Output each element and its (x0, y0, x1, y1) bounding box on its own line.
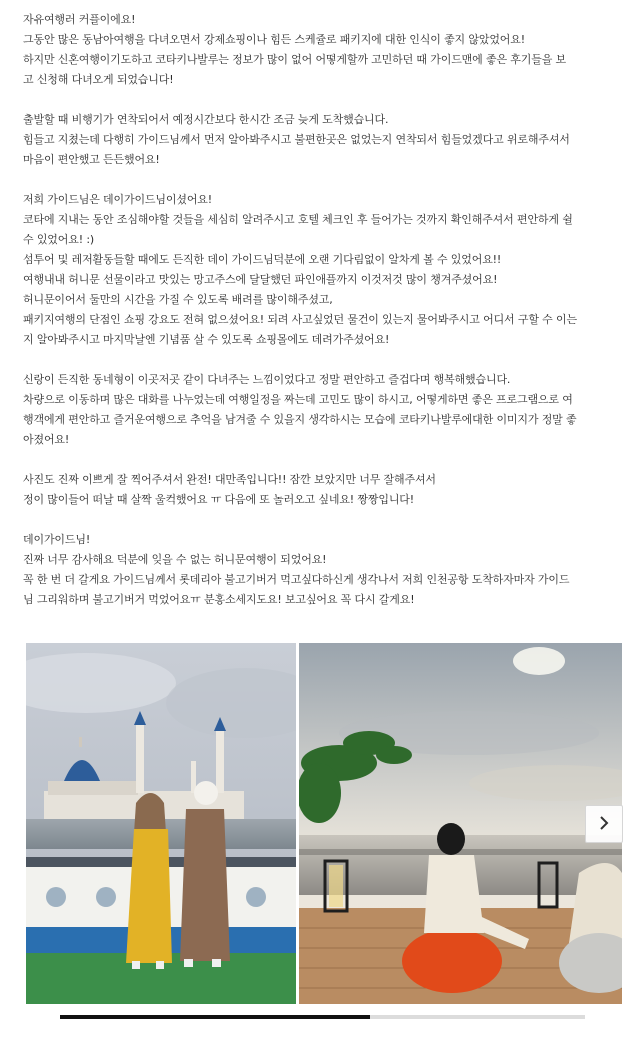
review-line: 차량으로 이동하며 많은 대화를 나누었는데 여행일정을 짜는데 고민도 많이 하시고, 어떻게하면 좋은 프로그램으로 여 (23, 393, 573, 406)
review-line: 신랑이 든직한 동네형이 이곳저곳 같이 다녀주는 느낌이었다고 정말 편안하고 즐겁다며 행복해했습니다. (23, 373, 511, 386)
review-line: 그동안 많은 동남아여행을 다녀오면서 강제쇼핑이나 힘든 스케쥴로 패키지에 대한 인식이 좋지 않았었어요! (23, 33, 526, 46)
review-line: 출발할 때 비행기가 연착되어서 예정시간보다 한시간 조금 늦게 도착했습니다. (23, 113, 389, 126)
review-paragraph (23, 10, 628, 90)
photo-beach-couple[interactable] (299, 643, 622, 1004)
review-line: 자유여행러 커플이에요! (23, 13, 136, 26)
review-paragraph (23, 530, 628, 610)
review-line: 저희 가이드님은 데이가이드님이셨어요! (23, 193, 213, 206)
review-line: 진짜 너무 감사해요 덕분에 잊을 수 없는 허니문여행이 되었어요! (23, 553, 327, 566)
review-line: 하지만 신혼여행이기도하고 코타키나발루는 정보가 많이 없어 어떻게할까 고민하던 때 가이드맨에 좋은 후기들을 보 (23, 53, 567, 66)
review-line: 지 알아봐주시고 마지막날엔 기념품 살 수 있도록 쇼핑몰에도 데려가주셨어요! (23, 333, 390, 346)
review-line: 사진도 진짜 이쁘게 잘 찍어주셔서 완전! 대만족입니다!! 잠깐 보았지만 너무 잘해주셔서 (23, 473, 436, 486)
photo-mosque-couple[interactable] (26, 643, 296, 1004)
review-line: 여행내내 허니문 선물이라고 맛있는 망고주스에 달달했던 파인애플까지 이것저것 많이 챙겨주셨어요! (23, 273, 498, 286)
review-line: 마음이 편안했고 든든했어요! (23, 153, 160, 166)
review-line: 패키지여행의 단점인 쇼핑 강요도 전혀 없으셨어요! 되려 사고싶었던 물건이 있는지 물어봐주시고 어디서 구할 수 이는 (23, 313, 577, 326)
review-line: 허니문이어서 둘만의 시간을 가질 수 있도록 배려를 많이해주셨고, (23, 293, 333, 306)
review-paragraph (23, 110, 628, 170)
review-line: 꼭 한 번 더 갈게요 가이드님께서 롯데리아 불고기버거 먹고싶다하신게 생각나서 저희 인천공항 도착하자마자 가이드 (23, 573, 570, 586)
review-line: 아졌어요! (23, 433, 70, 446)
photo-gallery[interactable] (26, 643, 622, 1004)
review-paragraph (23, 190, 628, 350)
review-line: 데이가이드님! (23, 533, 91, 546)
review-line: 정이 많이들어 떠날 때 살짝 울컥했어요 ㅠ 다음에 또 놀러오고 싶네요! 짱짱입니다! (23, 493, 415, 506)
chevron-right-icon (598, 815, 610, 834)
review-line: 힘들고 지쳤는데 다행히 가이드님께서 먼저 알아봐주시고 불편한곳은 없었는지 연착되서 힘들었겠다고 위로해주셔서 (23, 133, 570, 146)
review-line: 코타에 지내는 동안 조심해야할 것들을 세심히 알려주시고 호텔 체크인 후 들어가는 것까지 확인해주셔서 편안하게 쉴 (23, 213, 573, 226)
review-paragraph (23, 370, 628, 450)
review-line: 섬투어 및 레저활동들할 때에도 든직한 데이 가이드님덕분에 오랜 기다림없이 알차게 볼 수 있었어요!! (23, 253, 502, 266)
review-paragraph (23, 470, 628, 510)
gallery-next-button[interactable] (585, 805, 623, 843)
gallery-progress-track (60, 1015, 585, 1019)
gallery-progress-fill (60, 1015, 370, 1019)
review-line: 고 신청해 다녀오게 되었습니다! (23, 73, 174, 86)
review-text (23, 10, 628, 630)
review-line: 수 있었어요! :) (23, 233, 95, 246)
review-line: 행객에게 편안하고 즐거운여행으로 추억을 남겨줄 수 있을지 생각하시는 모습에 코타키나발루에대한 이미지가 정말 좋 (23, 413, 577, 426)
review-line: 님 그리워하며 불고기버거 먹었어요ㅠ 분홍소세지도요! 보고싶어요 꼭 다시 갈게요! (23, 593, 415, 606)
